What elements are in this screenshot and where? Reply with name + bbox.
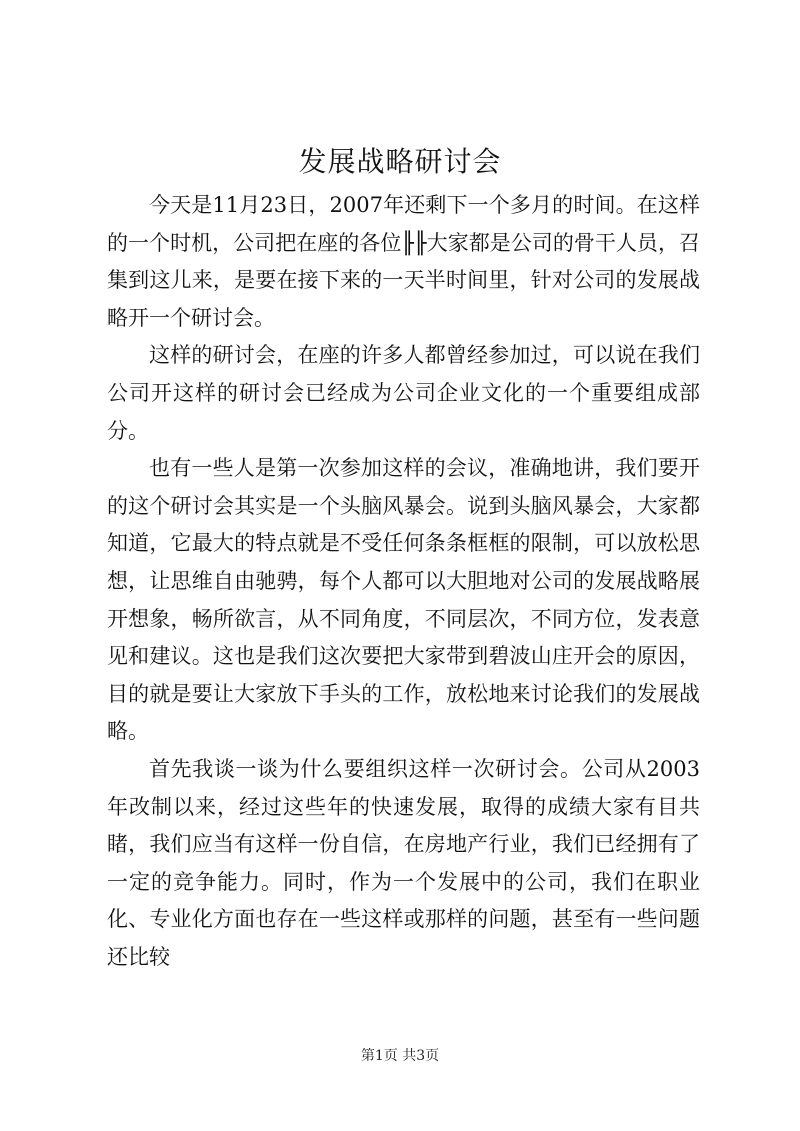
paragraph: 也有一些人是第一次参加这样的会议，准确地讲，我们要开的这个研讨会其实是一个头脑风暴会。说到头脑风暴会，大家都知道，它最大的特点就是不受任何条条框框的限制，可以放松思想，让思维自由驰骋，每个人都可以大胆地对公司的发展战略展开想象，畅所欲言，从不同角度，不同层次，不同方位，发表意见和建议。这也是我们这次要把大家带到碧波山庄开会的原因，目的就是要让大家放下手头的工作，放松地来讨论我们的发展战略。 bbox=[107, 456, 700, 744]
page-footer: 第1页 共3页 bbox=[360, 1048, 440, 1064]
paragraph: 首先我谈一谈为什么要组织这样一次研讨会。公司从2003年改制以来，经过这些年的快速发展，取得的成绩大家有目共睹，我们应当有这样一份自信，在房地产行业，我们已经拥有了一定的竞争能力。同时，作为一个发展中的公司，我们在职业化、专业化方面也存在一些这样或那样的问题，甚至有一些问题还比较 bbox=[107, 756, 700, 969]
paragraph: 这样的研讨会，在座的许多人都曾经参加过，可以说在我们公司开这样的研讨会已经成为公司企业文化的一个重要组成部分。 bbox=[107, 343, 700, 443]
paragraph: 今天是11月23日，2007年还剩下一个多月的时间。在这样的一个时机，公司把在座的各位╟╟大家都是公司的骨干人员，召集到这儿来，是要在接下来的一天半时间里，针对公司的发展战略开一个研讨会。 bbox=[107, 193, 700, 330]
document-body bbox=[107, 187, 700, 976]
document-title: 发展战略研讨会 bbox=[298, 145, 502, 178]
